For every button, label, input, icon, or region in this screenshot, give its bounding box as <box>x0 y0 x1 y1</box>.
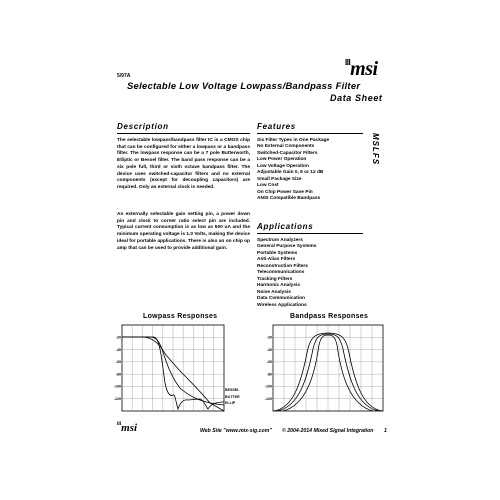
bandpass-y-tick: -20 <box>266 335 272 340</box>
lowpass-chart <box>110 323 250 415</box>
footer-copyright: © 2004-2014 Mixed Signal Integration <box>282 428 374 434</box>
footer-page-number: 1 <box>384 428 387 434</box>
lowpass-label-butter: BUTTER <box>225 395 240 399</box>
application-item: Telecommunications <box>257 270 305 276</box>
application-item: Harmonic Analysis <box>257 283 301 289</box>
bandpass-y-tick: -40 <box>266 347 272 352</box>
document-subtitle: Data Sheet <box>330 93 383 103</box>
feature-item: No External Components <box>257 144 315 150</box>
description-rule <box>117 133 250 134</box>
application-item: Wireless Applications <box>257 302 307 308</box>
bandpass-y-ticks <box>265 335 272 400</box>
bandpass-y-tick: -60 <box>266 360 272 365</box>
document-title: Selectable Low Voltage Lowpass/Bandpass Filter <box>127 80 361 91</box>
lowpass-grid <box>122 325 224 411</box>
application-item: Tracking Filters <box>257 276 293 282</box>
description-paragraph-1: The selectable lowpass/bandpass filter IC is a CMOS chip that can be configured for either a lowpass or a bandpass filter. The lowpass response can be a 7 pole Butterworth, Elliptic or Bessel filter. The band pass response can be a six pole full, third or sixth octave bandpass filter. The device uses switched-capacitor filters and no external components (except for decoupling capacitors) are required. Only an external clock is needed. <box>117 138 250 190</box>
lowpass-y-tick: -20 <box>115 335 121 340</box>
application-item: Reconstruction Filters <box>257 263 308 269</box>
application-item: General Purpose Systems <box>257 244 317 250</box>
feature-item: On Chip Power Save Pin <box>257 189 313 195</box>
feature-item: Low Power Operation <box>257 157 307 163</box>
bandpass-y-tick: -80 <box>266 372 272 377</box>
lowpass-y-tick: -60 <box>115 360 121 365</box>
feature-item: Small Package Size <box>257 176 302 182</box>
applications-rule <box>257 233 363 234</box>
bandpass-chart <box>263 323 393 415</box>
bandpass-chart-title: Bandpass Responses <box>290 313 369 320</box>
bandpass-grid <box>273 325 383 411</box>
description-paragraph-2: An externally selectable gain setting pin, a power down pin and clock to corner ratio select pin are included. Typical current consumption is as low as 500 uA and the minimum operating voltage is 1.0 Volts, making the device ideal for portable applications. There is also an on chip op amp that can be used to provide additional gain. <box>117 212 250 251</box>
footer-website-link[interactable]: Web Site "www.mix-sig.com" <box>200 428 272 434</box>
applications-list <box>257 238 367 309</box>
lowpass-y-tick: -120 <box>113 396 121 401</box>
lowpass-y-ticks <box>114 335 121 400</box>
feature-item: Low Voltage Operation <box>257 163 309 169</box>
features-heading: Features <box>257 122 296 131</box>
feature-item: Six Filter Types in One Package <box>257 138 330 143</box>
application-item: Spectrum Analyzers <box>257 238 303 243</box>
feature-item: Switched-Capacitor Filters <box>257 150 318 156</box>
description-heading: Description <box>117 122 169 131</box>
document-code: 5/97A <box>117 73 131 79</box>
footer-logo: $^{lll}$msi <box>117 422 138 434</box>
bandpass-y-tick: -120 <box>264 396 272 401</box>
feature-item: Low Cost <box>257 183 279 189</box>
applications-heading: Applications <box>257 222 314 231</box>
lowpass-y-tick: -100 <box>113 384 121 389</box>
feature-item: ANSI Compatible Bandpass <box>257 196 321 202</box>
company-logo: $^{lll}$msi <box>345 58 378 80</box>
bandpass-y-tick: -100 <box>264 384 272 389</box>
lowpass-label-bessel: BESSEL <box>225 388 240 392</box>
feature-item: Adjustable Gain 0, 6 or 12 dB <box>257 170 324 176</box>
product-side-label: MSLFS <box>371 133 380 166</box>
lowpass-label-ellip: ELLIP <box>225 401 236 405</box>
application-item: Data Communication <box>257 296 305 302</box>
lowpass-y-tick: -80 <box>115 372 121 377</box>
lowpass-chart-title: Lowpass Responses <box>143 313 218 320</box>
application-item: Portable Systems <box>257 250 298 256</box>
application-item: Anti-Alias Filters <box>257 257 296 263</box>
lowpass-y-tick: -40 <box>115 347 121 352</box>
features-list <box>257 138 367 203</box>
application-item: Noise Analysis <box>257 289 291 295</box>
features-rule <box>257 133 363 134</box>
